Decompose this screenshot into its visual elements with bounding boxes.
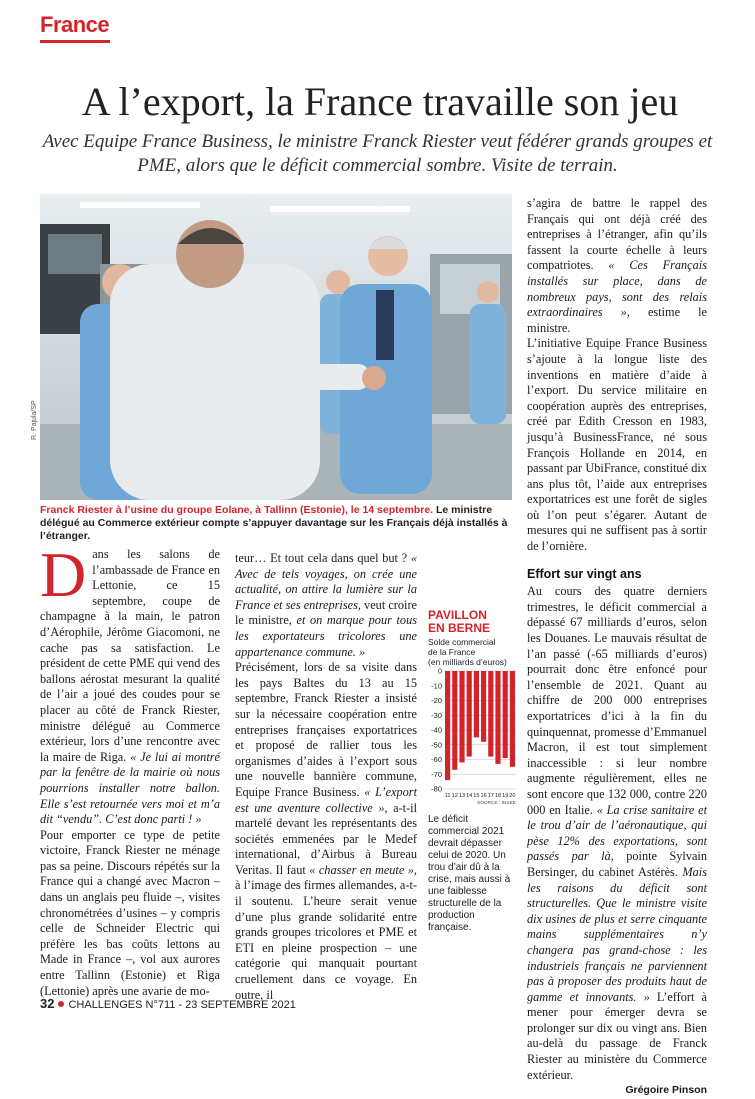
chart-subtitle-line-3: (en milliards d’euros) <box>428 657 507 667</box>
bar <box>488 671 493 757</box>
y-tick-label: -60 <box>431 755 442 764</box>
bar <box>467 671 472 757</box>
photo-caption <box>40 504 512 543</box>
quote: « Avec de tels voyages, on crée une actualité, on attire la lumière sur la France et ses entreprises, <box>235 551 417 612</box>
caption-lead: Franck Riester à l’usine du groupe Eolane, à Tallinn (Estonie), le 14 septembre. <box>40 504 434 516</box>
photo-credit: R. Pajula/SP <box>31 400 38 440</box>
bar <box>445 671 450 780</box>
bar <box>459 671 464 762</box>
quote: « chasser en meute » <box>309 862 414 877</box>
y-tick-label: 0 <box>437 667 442 676</box>
y-tick-label: -30 <box>431 710 442 720</box>
x-tick-label: 13 <box>458 793 466 799</box>
chart-title-line-1: PAVILLON <box>428 608 487 622</box>
bar <box>510 671 515 767</box>
x-tick-label: 11 <box>444 793 451 799</box>
quote: Mais les raisons du déficit sont structurelles. Que le ministre visite dix usines de plus et serre cinquante mains supplémentaires n’y changera pas grand-chose : les industriels français ne parviennent pas à proposer des produits haut de gamme et innovants. » <box>527 864 707 1004</box>
paragraph: pointe Sylvain Bersinger, du cabinet Astérès. <box>527 849 707 879</box>
paragraph: Au cours des quatre derniers trimestres, le déficit commercial a dépassé 67 milliards d’euros, selon les Douanes. Le mauvais résultat de l’an passé (-65 milliards d’euros) pourrait donc être enfoncé pour l’ensemble de 2021. Quant au chiffre de 200 000 entreprises exportatrices d’ici à la fin du quinquennat, promesse d’Emmanuel Macron, il est tout simplement inaccessible : si leur nombre augmente régulièrement, elles ne sont encore que 132 000, contre 220 000 en Italie. <box>527 584 707 817</box>
x-tick-label: 14 <box>466 793 473 799</box>
article-column-1 <box>40 539 220 999</box>
paragraph: s’agira de battre le rappel des Français qui ont déjà créé des entreprises à l’étranger, afin qu’ils fassent la courte échelle à leurs compatriotes. <box>527 196 707 273</box>
author-signature: Grégoire Pinson <box>625 1084 707 1097</box>
chart-source: SOURCE : INSEE <box>477 801 516 806</box>
y-tick-label: -70 <box>431 769 442 779</box>
quote: « L’export est une aventure collective » <box>235 784 417 815</box>
page-footer <box>40 996 296 1011</box>
chart-subtitle-line-2: de la France <box>428 647 476 657</box>
bar <box>474 671 479 737</box>
paragraph: teur… Et tout cela dans quel but ? <box>235 551 411 565</box>
section-rule <box>40 40 110 43</box>
paragraph: , à l’image des firmes allemandes, a-t-il soutenu. L’heure serait venue d’une plus grande solidarité entre grands groupes tricolores et PME et ETI en pleine prospection – une catégorie qui manquait pourtant cruellement dans ce voyage. En outre, il <box>235 862 417 1002</box>
chart-title-line-2: EN BERNE <box>428 621 491 635</box>
bar <box>495 671 500 764</box>
bar <box>481 671 486 742</box>
chart-box <box>428 609 518 822</box>
chart-subtitle <box>428 637 518 667</box>
article-photo <box>40 194 512 500</box>
paragraph: , estime le ministre. <box>527 305 707 335</box>
x-tick-label: 17 <box>487 793 494 799</box>
chart-note: Le déficit commercial 2021 devrait dépasser celui de 2020. Un trou d’air dû à la crise, mais aussi à une faiblesse structurelle de la production française. <box>428 814 511 933</box>
deck: Avec Equipe France Business, le ministre Franck Riester veut fédérer grands groupes et PME, alors que le déficit commercial sombre. Visite de terrain. <box>42 131 713 176</box>
paragraph: Pour emporter ce type de petite victoire, Franck Riester ne ménage pas sa peine. Discours répétés sur la France qui a changé avec Macron – dans un anglais peu fluide –, visites chronométrées d’usines – y compris celle de Schneider Electric qui préfère les bas coûts lettons au Made in France –, vol aux aurores entre Tallinn (Estonie) et Riga (Lettonie) après une avarie de mo- <box>40 827 220 998</box>
x-tick-label: 18 <box>494 793 502 799</box>
quote: et on marque pour tous les exportateurs tricolores une appartenance commune. » <box>235 613 417 659</box>
article-column-3 <box>527 196 707 1099</box>
quote: « Je lui ai montré par la fenêtre de la mairie où nous pourrions installer notre ballon. Elle s’est retournée vers moi et m’a dit “vendu”. C’est donc parti ! » <box>40 749 220 827</box>
paragraph: L’initiative Equipe France Business s’ajoute à la longue liste des inventions en matière d’aide à l’export. Du service militaire en coopération auprès des entreprises, créé par Edith Cresson en 1983, jusqu’à BusinessFrance, né sous François Hollande en 2014, en passant par UbiFrance, constitué dix ans plus tôt, l’aide aux entreprises exportatrices est une forêt de sigles où l’on peut s’égarer. Autant de mesures qui ne suffisent pas à sortir de l’ornière. <box>527 336 707 554</box>
section-label: France <box>40 12 110 37</box>
x-tick-label: 16 <box>480 793 487 799</box>
x-tick-label: 20 <box>509 793 516 799</box>
quote: « La crise sanitaire et le trou d’air de l’aéronautique, qui pèse 12% des exportations, sont passés par là, <box>527 802 707 864</box>
paragraph: , a-t-il martelé devant les représentants des sociétés emmenées par le Medef international, d’Airbus à Bureau Veritas. Il faut <box>235 800 417 877</box>
chart-subtitle-line-1: Solde commercial <box>428 637 496 647</box>
drop-cap: D <box>40 539 87 610</box>
y-tick-label: -50 <box>431 740 442 750</box>
paragraph: veut croire le ministre, <box>235 597 417 628</box>
quote: « Ces Français installés sur place, dans de nombreux pays, sont des relais extraordinaires » <box>527 258 707 320</box>
paragraph: Précisément, lors de sa visite dans les pays Baltes du 13 au 15 septembre, Franck Riester a insisté sur la nécessaire coopération entre entreprises françaises exportatrices et proposé de rallier tous les organismes d’aides à l’export sous une nouvelle bannière commune, Equipe France Business. <box>235 660 417 799</box>
paragraph: L’effort à mener pour émerger devra se prolonger sur dix ou vingt ans. Bien au-delà du passage de Franck Riester au ministère du Commerce extérieur. <box>527 989 708 1082</box>
page-number: 32 <box>40 996 55 1011</box>
y-tick-label: -80 <box>431 784 442 794</box>
x-tick-label: 12 <box>451 793 458 799</box>
bar <box>503 671 508 758</box>
x-tick-label: 15 <box>473 793 480 799</box>
factory-visit-illustration <box>40 194 512 500</box>
magazine-issue: CHALLENGES N°711 - 23 SEPTEMBRE 2021 <box>68 999 296 1011</box>
y-tick-label: -10 <box>431 681 442 691</box>
bar <box>452 671 457 770</box>
x-tick-label: 19 <box>502 793 509 799</box>
bullet-dot-icon <box>58 1001 64 1007</box>
trade-balance-chart <box>428 667 518 817</box>
paragraph: ans les salons de l’ambassade de France en Lettonie, ce 15 septembre, coupe de champagne à la main, le patron d’Aérophile, Jérôme Giacomoni, ne cache pas sa satisfaction. Le président de cette PME qui vend des ballons aérostat mesurant la qualité de l’air a joué des coudes pour se placer au côté de Franck Riester, ministre délégué au Commerce extérieur, lors d’une rencontre avec la maire de Riga. <box>40 547 220 764</box>
y-tick-label: -40 <box>431 725 442 735</box>
article-column-2 <box>235 551 417 1003</box>
caption-text: Le ministre délégué au Commerce extérieur compte s’appuyer davantage sur les Français déjà installés à l’étranger. <box>40 504 508 542</box>
headline: A l’export, la France travaille son jeu <box>81 79 679 124</box>
subheading: Effort sur vingt ans <box>527 566 642 581</box>
y-tick-label: -20 <box>431 696 442 705</box>
